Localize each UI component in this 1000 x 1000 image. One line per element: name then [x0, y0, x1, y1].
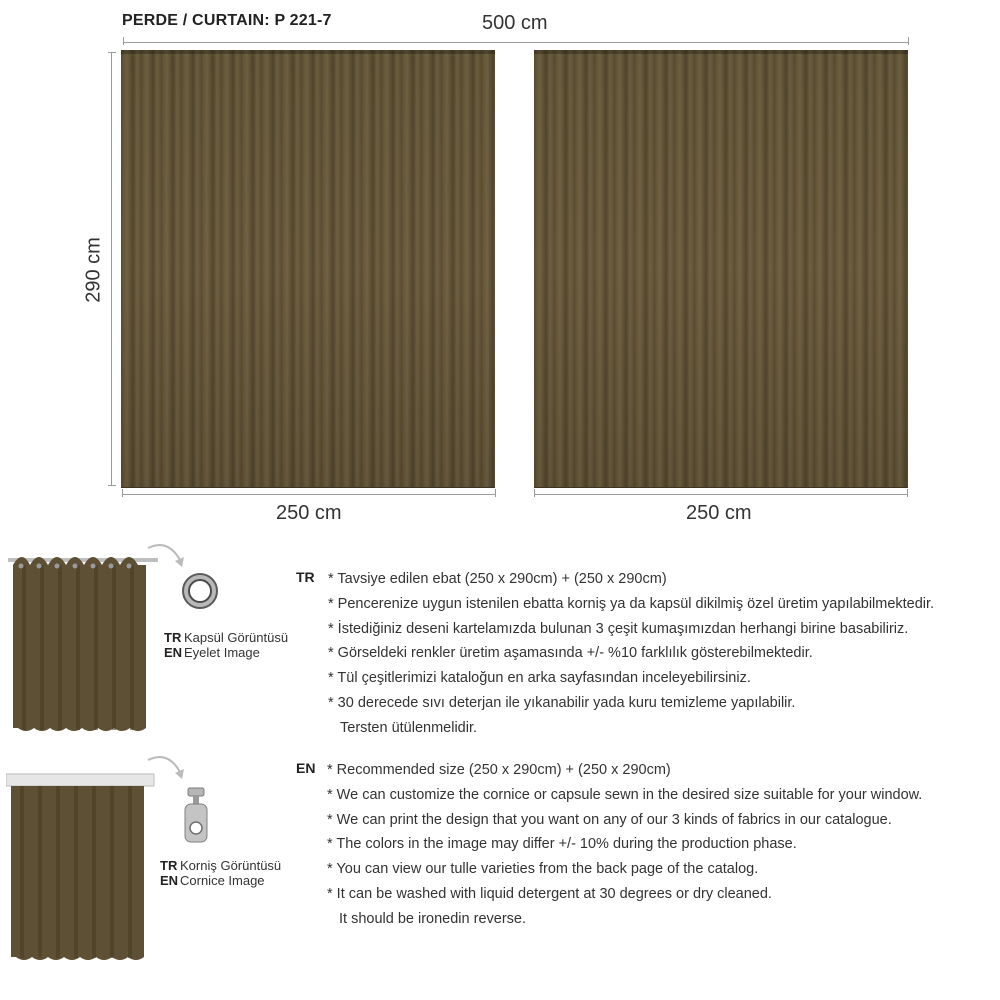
cornice-glider-icon — [178, 786, 214, 846]
curtain-panel-left — [121, 50, 495, 487]
en-line: * Recommended size (250 x 290cm) + (250 x 290cm) — [327, 762, 671, 778]
eyelet-arrow-icon — [145, 540, 190, 570]
right-width-tick-a — [534, 489, 535, 497]
curtain-panel-right — [534, 50, 908, 487]
en-line: * We can print the design that you want on any of our 3 kinds of fabrics in our catalogue. — [327, 811, 892, 828]
tr-line: * Pencerenize uygun istenilen ebatta korniş ya da kapsül dikilmiş özel üretim yapılabilmektedir. — [328, 595, 935, 612]
cornice-en-label: Cornice Image — [180, 873, 265, 888]
en-line: * It can be washed with liquid detergent at 30 degrees or dry cleaned. — [327, 885, 772, 902]
total-width-label: 500 cm — [482, 12, 548, 34]
tr-line: * 30 derecede sıvı deterjan ile yıkanabilir yada kuru temizleme yapılabilir. — [328, 694, 796, 711]
cornice-curtain-image — [6, 772, 156, 964]
en-line: It should be ironedin reverse. — [339, 910, 526, 927]
cornice-en-tag: EN — [160, 873, 179, 888]
product-title: PERDE / CURTAIN: P 221-7 — [122, 12, 332, 29]
tr-line: Tersten ütülenmelidir. — [340, 719, 478, 736]
left-width-line — [122, 494, 496, 495]
en-line: * We can customize the cornice or capsule sewn in the desired size suitable for your window. — [327, 786, 923, 803]
cornice-caption — [160, 858, 281, 888]
en-block-tag: EN — [296, 760, 316, 776]
en-line: * You can view our tulle varieties from the back page of the catalog. — [327, 861, 759, 878]
tr-block-tag: TR — [296, 569, 315, 585]
left-width-tick-a — [122, 489, 123, 497]
eyelet-en-label: Eyelet Image — [184, 645, 260, 660]
left-width-label: 250 cm — [276, 502, 342, 524]
total-width-tick-left — [123, 37, 124, 45]
cornice-tr-tag: TR — [160, 858, 178, 873]
eyelet-en-tag: EN — [164, 645, 183, 660]
eyelet-ring-icon — [179, 570, 221, 612]
eyelet-tr-tag: TR — [164, 630, 182, 645]
height-tick-bottom — [108, 485, 116, 486]
total-width-tick-right — [908, 37, 909, 45]
right-width-line — [534, 494, 908, 495]
left-width-tick-b — [495, 489, 496, 497]
height-tick-top — [108, 52, 116, 53]
tr-line: * Görseldeki renkler üretim aşamasında +/- %10 farklılık gösterebilmektedir. — [328, 645, 813, 662]
tr-line: * İstediğiniz deseni kartelamızda bulunan 3 çeşit kumaşımızdan herhangi birine basabiliriz. — [328, 620, 909, 637]
tr-line: * Tavsiye edilen ebat (250 x 290cm) + (250 x 290cm) — [328, 571, 667, 587]
tr-block-lines — [328, 567, 934, 741]
cornice-arrow-icon — [145, 752, 190, 782]
total-width-line — [123, 42, 909, 43]
eyelet-curtain-image — [8, 545, 158, 735]
height-line — [111, 52, 112, 486]
en-block-lines — [327, 758, 922, 932]
cornice-tr-label: Korniş Görüntüsü — [180, 858, 282, 873]
tr-line: * Tül çeşitlerimizi kataloğun en arka sayfasından inceleyebilirsiniz. — [328, 670, 751, 687]
en-line: * The colors in the image may differ +/- 10% during the production phase. — [327, 836, 797, 853]
right-width-tick-b — [907, 489, 908, 497]
right-width-label: 250 cm — [686, 502, 752, 524]
height-label: 290 cm — [82, 237, 105, 303]
eyelet-caption — [164, 630, 288, 660]
eyelet-tr-label: Kapsül Görüntüsü — [184, 630, 289, 645]
